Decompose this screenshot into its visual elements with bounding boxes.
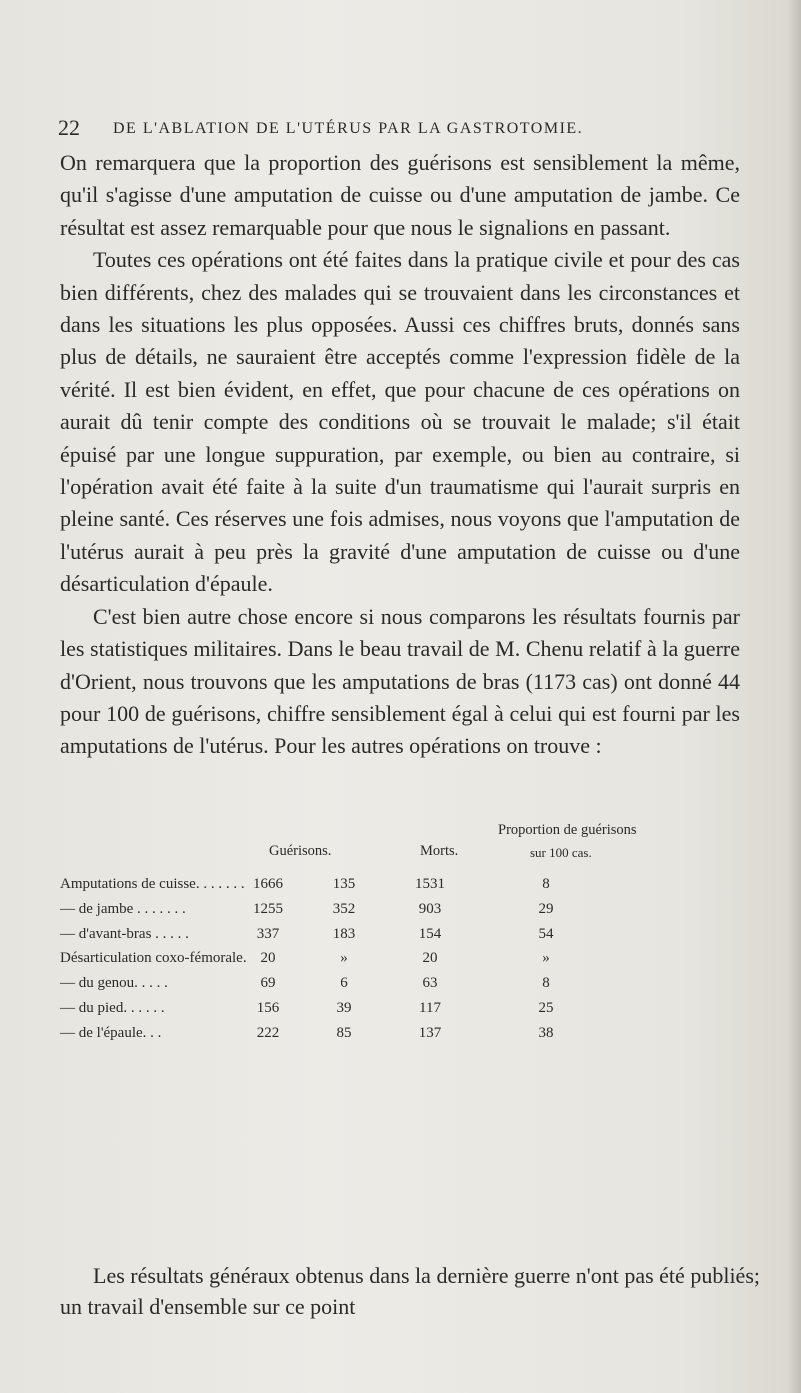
results-table bbox=[60, 822, 760, 1050]
cell-proportion: » bbox=[542, 950, 550, 967]
paragraph-military-statistics: C'est bien autre chose encore si nous comparons les résultats fournis par les statistiques militaires. Dans le beau travail de M. Chenu relatif à la guerre d'Orient, nous trouvons que les amputations de bras (1173 cas) ont donné 44 pour 100 de guérisons, chiffre sensiblement égal à celui qui est fourni par les amputations de l'utérus. Pour les autres opérations on trouve : bbox=[60, 603, 740, 759]
cell-morts: 903 bbox=[418, 900, 442, 917]
cell-guerisons: 85 bbox=[336, 1024, 352, 1041]
cell-proportion: 38 bbox=[538, 1024, 554, 1041]
cell-proportion: 8 bbox=[542, 876, 550, 892]
cell-morts: 117 bbox=[419, 999, 441, 1016]
cell-proportion: 8 bbox=[542, 975, 550, 992]
cell-total: 1666 bbox=[253, 876, 283, 892]
table-row bbox=[60, 876, 760, 901]
closing-text bbox=[60, 1260, 760, 1322]
paragraph-closing: Les résultats généraux obtenus dans la dernière guerre n'ont pas été publiés; un travail d'ensemble sur ce point bbox=[60, 1263, 760, 1319]
column-header-morts: Morts. bbox=[420, 843, 459, 859]
cell-guerisons: 135 bbox=[332, 876, 356, 892]
table-body bbox=[60, 876, 760, 1050]
paragraph-proportion: On remarquera que la proportion des guérisons est sensiblement la même, qu'il s'agisse d'une amputation de cuisse ou d'une amputation de jambe. Ce résultat est assez remarquable pour que nous le signalions en passant. bbox=[60, 150, 740, 240]
row-label: Amputations de cuisse. . . . . . . bbox=[60, 876, 245, 892]
running-head bbox=[58, 115, 758, 142]
page-number: 22 bbox=[58, 115, 80, 140]
cell-proportion: 29 bbox=[538, 900, 554, 917]
cell-morts: 1531 bbox=[415, 876, 445, 892]
cell-morts: 63 bbox=[422, 975, 438, 992]
table-row bbox=[60, 975, 760, 1000]
row-label: — de jambe . . . . . . . bbox=[60, 900, 186, 917]
table-row bbox=[60, 901, 760, 926]
cell-guerisons: 39 bbox=[336, 999, 352, 1016]
body-text bbox=[60, 147, 740, 763]
table-header bbox=[60, 822, 760, 876]
cell-guerisons: 183 bbox=[332, 925, 356, 942]
row-label: — d'avant-bras . . . . . bbox=[60, 925, 189, 942]
row-label: — du genou. . . . . bbox=[60, 975, 168, 992]
cell-total: 1255 bbox=[253, 900, 283, 917]
table-row bbox=[60, 926, 760, 951]
table-row bbox=[60, 950, 760, 975]
cell-guerisons: 6 bbox=[340, 975, 348, 992]
cell-guerisons: » bbox=[340, 950, 348, 967]
cell-guerisons: 352 bbox=[332, 900, 356, 917]
cell-proportion: 54 bbox=[538, 925, 554, 942]
table-row bbox=[60, 1025, 760, 1050]
column-header-sur-100: sur 100 cas. bbox=[530, 845, 592, 860]
cell-total: 337 bbox=[256, 925, 280, 942]
cell-proportion: 25 bbox=[538, 999, 554, 1016]
cell-total: 69 bbox=[260, 975, 276, 992]
paragraph-civil-practice: Toutes ces opérations ont été faites dans la pratique civile et pour des cas bien différents, chez des malades qui se trouvaient dans les circonstances et dans les situations les plus opposées. Aussi ces chiffres bruts, donnés sans plus de détails, ne sauraient être acceptés comme l'expression fidèle de la vérité. Il est bien évident, en effet, que pour chacune de ces opérations on aurait dû tenir compte des conditions où se trouvait le malade; s'il était épuisé par une longue suppuration, par exemple, ou bien au contraire, si l'opération avait été faite à la suite d'un traumatisme qui l'aurait surpris en pleine santé. Ces réserves une fois admises, nous voyons que l'amputation de l'utérus aurait à peu près la gravité d'une amputation de cuisse ou d'une désarticulation d'épaule. bbox=[60, 247, 740, 597]
cell-morts: 20 bbox=[422, 950, 438, 967]
page-edge-shadow bbox=[787, 0, 801, 1393]
cell-total: 222 bbox=[256, 1024, 280, 1041]
row-label: — de l'épaule. . . bbox=[60, 1024, 162, 1041]
running-title: DE L'ABLATION DE L'UTÉRUS PAR LA GASTROTOMIE. bbox=[113, 120, 584, 137]
cell-morts: 137 bbox=[418, 1024, 442, 1041]
table-row bbox=[60, 1000, 760, 1025]
column-header-guerisons: Guérisons. bbox=[269, 843, 332, 859]
row-label: Désarticulation coxo-fémorale. bbox=[60, 950, 247, 967]
cell-morts: 154 bbox=[418, 925, 442, 942]
proportion-header: Proportion de guérisons bbox=[498, 822, 637, 838]
cell-total: 20 bbox=[260, 950, 276, 967]
row-label: — du pied. . . . . . bbox=[60, 999, 165, 1016]
cell-total: 156 bbox=[256, 999, 280, 1016]
